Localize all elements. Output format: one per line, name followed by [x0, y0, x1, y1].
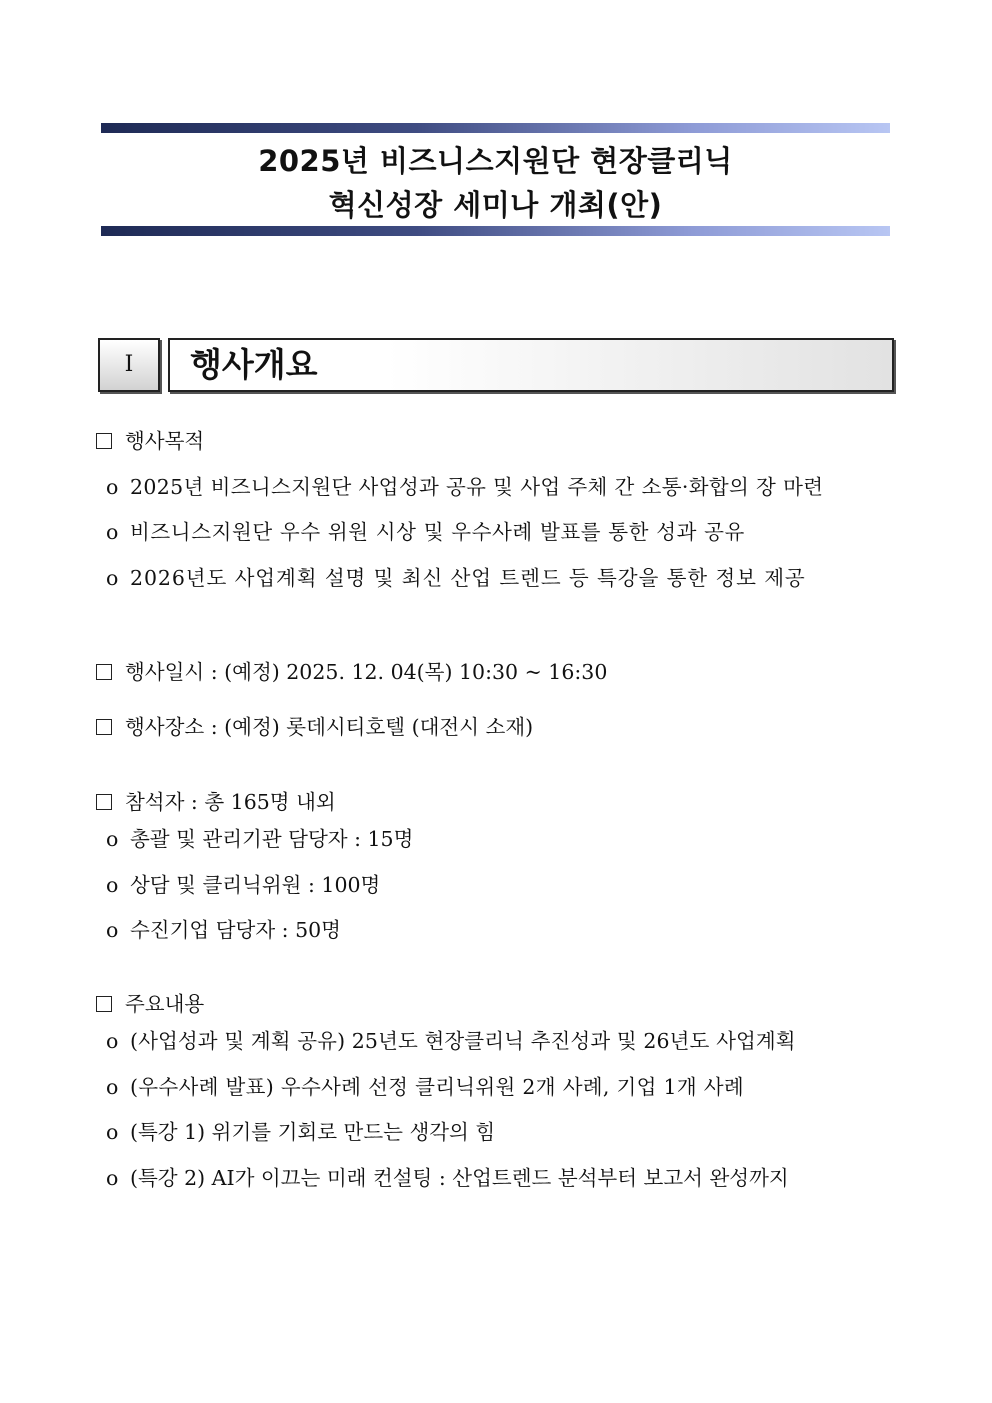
attendees-heading: 참석자 : 총 165명 내외	[125, 790, 336, 814]
attendees-heading-row	[96, 786, 896, 818]
content-item-text: (특강 2) AI가 이끄는 미래 컨설팅 : 산업트렌드 분석부터 보고서 완성까지	[130, 1166, 789, 1190]
circle-bullet-icon: o	[106, 475, 119, 499]
content-item-text: (우수사례 발표) 우수사례 선정 클리닉위원 2개 사례, 기업 1개 사례	[130, 1075, 745, 1099]
purpose-item-text: 2026년도 사업계획 설명 및 최신 산업 트렌드 등 특강을 통한 정보 제공	[130, 566, 806, 590]
circle-bullet-icon: o	[106, 1166, 119, 1190]
checkbox-square-icon	[96, 996, 112, 1012]
circle-bullet-icon: o	[106, 566, 119, 590]
venue-row	[96, 711, 896, 743]
circle-bullet-icon: o	[106, 1075, 119, 1099]
content-heading-row	[96, 988, 896, 1020]
content-item	[96, 1025, 896, 1057]
title-bottom-bar	[101, 226, 890, 236]
purpose-item	[96, 471, 896, 503]
content-item	[96, 1116, 896, 1148]
circle-bullet-icon: o	[106, 918, 119, 942]
section-number: Ⅰ	[98, 338, 160, 392]
section-title-box	[168, 338, 894, 392]
date-text: 행사일시 : (예정) 2025. 12. 04(목) 10:30 ~ 16:30	[125, 660, 608, 684]
purpose-item	[96, 562, 896, 594]
attendees-item-text: 총괄 및 관리기관 담당자 : 15명	[130, 827, 414, 851]
circle-bullet-icon: o	[106, 1120, 119, 1144]
purpose-item	[96, 516, 896, 548]
circle-bullet-icon: o	[106, 520, 119, 544]
circle-bullet-icon: o	[106, 827, 119, 851]
attendees-item	[96, 823, 896, 855]
attendees-item	[96, 914, 896, 946]
purpose-heading-row	[96, 425, 896, 457]
attendees-item-text: 수진기업 담당자 : 50명	[130, 918, 341, 942]
content-item	[96, 1071, 896, 1103]
purpose-heading: 행사목적	[125, 429, 205, 453]
document-title-line-2: 혁신성장 세미나 개최(안)	[328, 188, 663, 222]
content-item-text: (사업성과 및 계획 공유) 25년도 현장클리닉 추진성과 및 26년도 사업계획	[130, 1029, 796, 1053]
content-item	[96, 1162, 896, 1194]
checkbox-square-icon	[96, 664, 112, 680]
date-row	[96, 656, 896, 688]
document-title-line-1: 2025년 비즈니스지원단 현장클리닉	[258, 144, 733, 178]
circle-bullet-icon: o	[106, 873, 119, 897]
circle-bullet-icon: o	[106, 1029, 119, 1053]
purpose-item-text: 비즈니스지원단 우수 위원 시상 및 우수사례 발표를 통한 성과 공유	[130, 520, 745, 544]
checkbox-square-icon	[96, 433, 112, 449]
checkbox-square-icon	[96, 794, 112, 810]
section-title: 행사개요	[190, 345, 318, 384]
checkbox-square-icon	[96, 719, 112, 735]
content-heading: 주요내용	[125, 992, 205, 1016]
attendees-item-text: 상담 및 클리닉위원 : 100명	[130, 873, 381, 897]
attendees-item	[96, 869, 896, 901]
title-top-bar	[101, 123, 890, 133]
content-item-text: (특강 1) 위기를 기회로 만드는 생각의 힘	[130, 1120, 496, 1144]
purpose-item-text: 2025년 비즈니스지원단 사업성과 공유 및 사업 주체 간 소통·화합의 장 마련	[130, 475, 824, 499]
venue-text: 행사장소 : (예정) 롯데시티호텔 (대전시 소재)	[125, 715, 534, 739]
